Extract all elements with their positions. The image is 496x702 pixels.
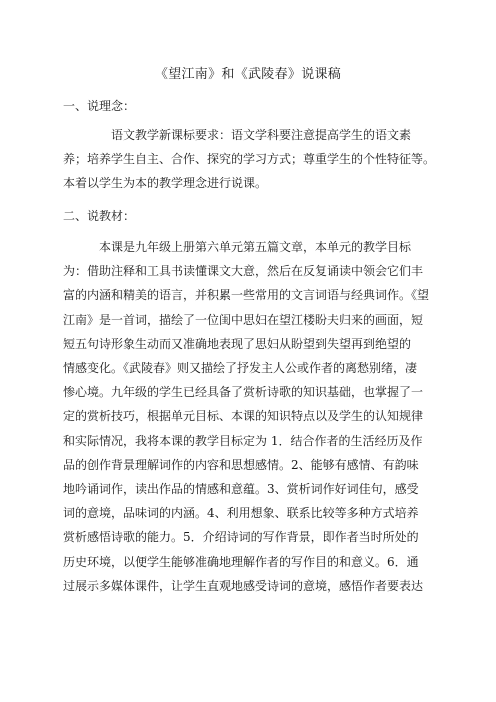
paragraph-line: 情感变化。《武陵春》则又描绘了抒发主人公或作者的离愁别绪，凄	[63, 361, 418, 376]
paragraph-line: 过展示多媒体课件，让学生直观地感受诗词的意境，感悟作者要表达	[63, 578, 424, 593]
paragraph-line: 短五句诗形象生动而又准确地表现了思妇从盼望到失望再到绝望的	[63, 336, 412, 351]
section-heading-textbook: 二、说教材：	[63, 209, 136, 223]
paragraph-line: 地吟诵词作，读出作品的情感和意蕴。3、赏析词作好词佳句，感受	[63, 482, 419, 497]
section-body-textbook	[63, 235, 435, 598]
paragraph-line: 历史环境，以便学生能够准确地理解作者的写作目的和意义。6．通	[63, 554, 419, 569]
paragraph-line: 语文教学新课标要求：语文学科要注意提高学生的语文素	[63, 128, 412, 142]
paragraph-line: 本课是九年级上册第六单元第五篇文章，本单元的教学目标	[63, 240, 412, 254]
paragraph-line: 定的赏析技巧，根据单元目标、本课的知识特点以及学生的认知规律	[63, 409, 424, 424]
paragraph-line: 江南》是一首词，描绘了一位闺中思妇在望江楼盼夫归来的画面，短	[63, 312, 424, 327]
section-body-philosophy	[63, 123, 435, 196]
paragraph-line: 为：借助注释和工具书读懂课文大意，然后在反复诵读中领会它们丰	[63, 264, 424, 279]
paragraph-line: 富的内涵和精美的语言，并积累一些常用的文言词语与经典词作。《望	[63, 288, 430, 303]
section-heading-philosophy: 一、说理念：	[63, 99, 136, 113]
document-title: 《望江南》和《武陵春》说课稿	[154, 67, 342, 82]
paragraph-line: 养；培养学生自主、合作、探究的学习方式；尊重学生的个性特征等。	[63, 152, 435, 167]
paragraph-line: 惨心境。九年级的学生已经具备了赏析诗歌的知识基础，也掌握了一	[63, 385, 424, 400]
paragraph-line: 赏析感悟诗歌的能力。5．介绍诗词的写作背景，即作者当时所处的	[63, 530, 419, 545]
paragraph-line: 和实际情况，我将本课的教学目标定为 1．结合作者的生活经历及作	[63, 433, 423, 448]
paragraph-line: 品的创作背景理解词作的内容和思想感情。2、能够有感情、有韵味	[63, 457, 419, 472]
paragraph-line: 本着以学生为本的教学理念进行说课。	[63, 176, 268, 191]
paragraph-line: 词的意境，品味词的内涵。4、利用想象、联系比较等多种方式培养	[63, 506, 419, 521]
